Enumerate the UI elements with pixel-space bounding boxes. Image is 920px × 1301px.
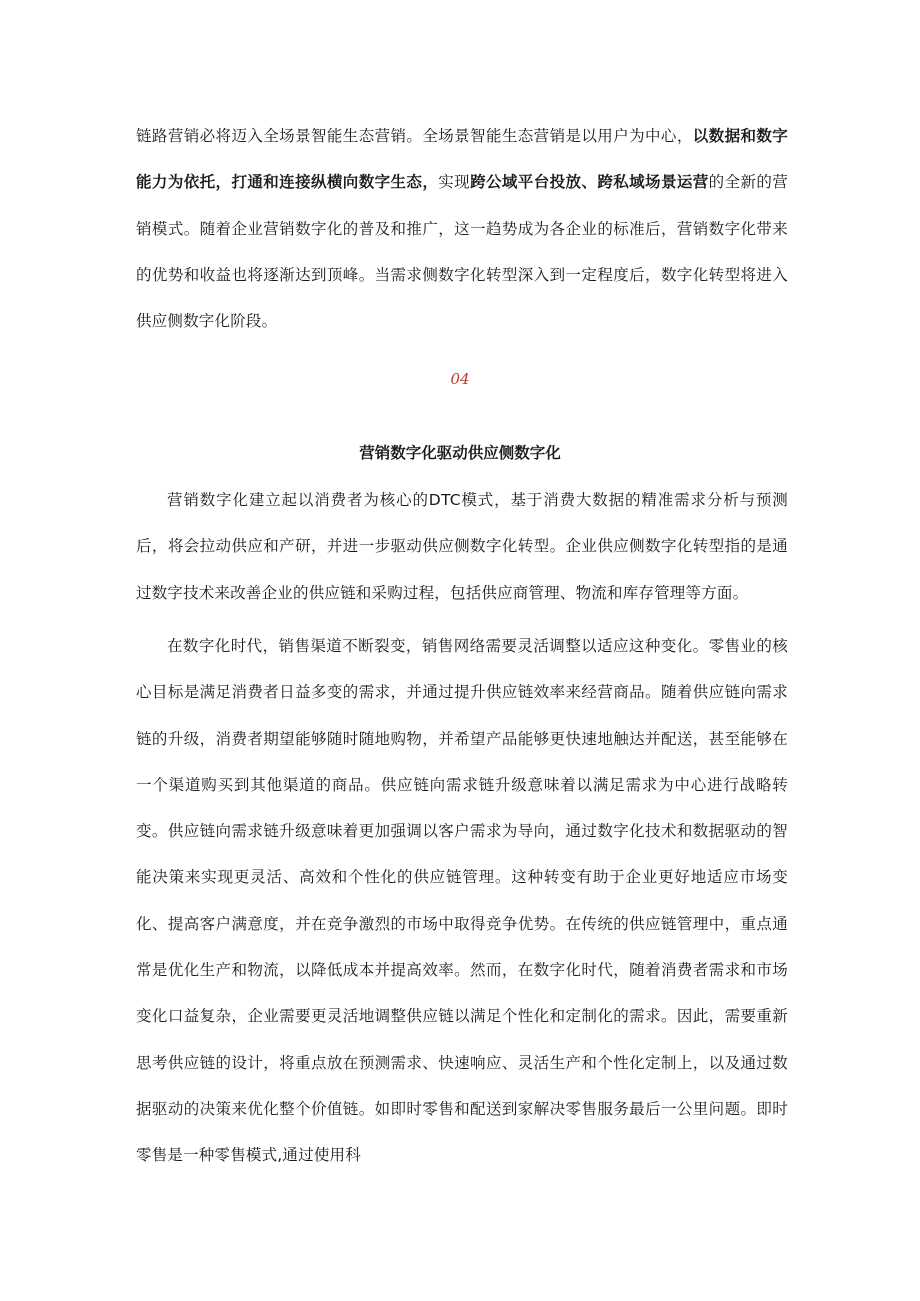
body-paragraph-2: 在数字化时代，销售渠道不断裂变，销售网络需要灵活调整以适应这种变化。零售业的核心目标是满足消费者日益多变的需求，并通过提升供应链效率来经营商品。随着供应链向需求链的升级，消费者期望能够随时随地购物，并希望产品能够更快速地触达并配送，甚至能够在一个渠道购买到其他渠道的商品。供应链向需求链升级意味着以满足需求为中心进行战略转变。供应链向需求链升级意味着更加强调以客户需求为导向，通过数字化技术和数据驱动的智能决策来实现更灵活、高效和个性化的供应链管理。这种转变有助于企业更好地适应市场变化、提高客户满意度，并在竞争激烈的市场中取得竞争优势。在传统的供应链管理中，重点通常是优化生产和物流，以降低成本并提高效率。然而，在数字化时代，随着消费者需求和市场变化口益复杂，企业需要更灵活地调整供应链以满足个性化和定制化的需求。因此，需要重新思考供应链的设计，将重点放在预测需求、快速响应、灵活生产和个性化定制上，以及通过数据驱动的决策来优化整个价值链。如即时零售和配送到家解决零售服务最后一公里问题。即时零售是一种零售模式,通过使用科 — [136, 637, 788, 1165]
section-title: 营销数字化驱动供应侧数字化 — [359, 444, 561, 462]
intro-paragraph — [136, 113, 788, 344]
intro-text-1: 链路营销必将迈入全场景智能生态营销。全场景智能生态营销是以用户为中心， — [136, 127, 693, 145]
body-paragraph-1: 营销数字化建立起以消费者为核心的DTC模式，基于消费大数据的精准需求分析与预测后，将会拉动供应和产研，并进一步驱动供应侧数字化转型。企业供应侧数字化转型指的是通过数字技术来改善企业的供应链和采购过程，包括供应商管理、物流和库存管理等方面。 — [136, 491, 788, 602]
intro-text-3: 的全新的营销模式。随着企业营销数字化的普及和推广，这一趋势成为各企业的标准后，营销数字化带来的优势和收益也将逐渐达到顶峰。当需求侧数字化转型深入到一定程度后，数字化转型将进入供应侧数字化阶段。 — [136, 173, 788, 331]
section-number: 04 — [450, 370, 470, 388]
intro-bold-1: 以数据和数字能力为依托，打通和连接纵横向数字生态， — [136, 127, 788, 192]
intro-bold-2: 跨公域平台投放、跨私域场景运营 — [470, 173, 709, 192]
intro-text-2: 实现 — [438, 173, 471, 192]
